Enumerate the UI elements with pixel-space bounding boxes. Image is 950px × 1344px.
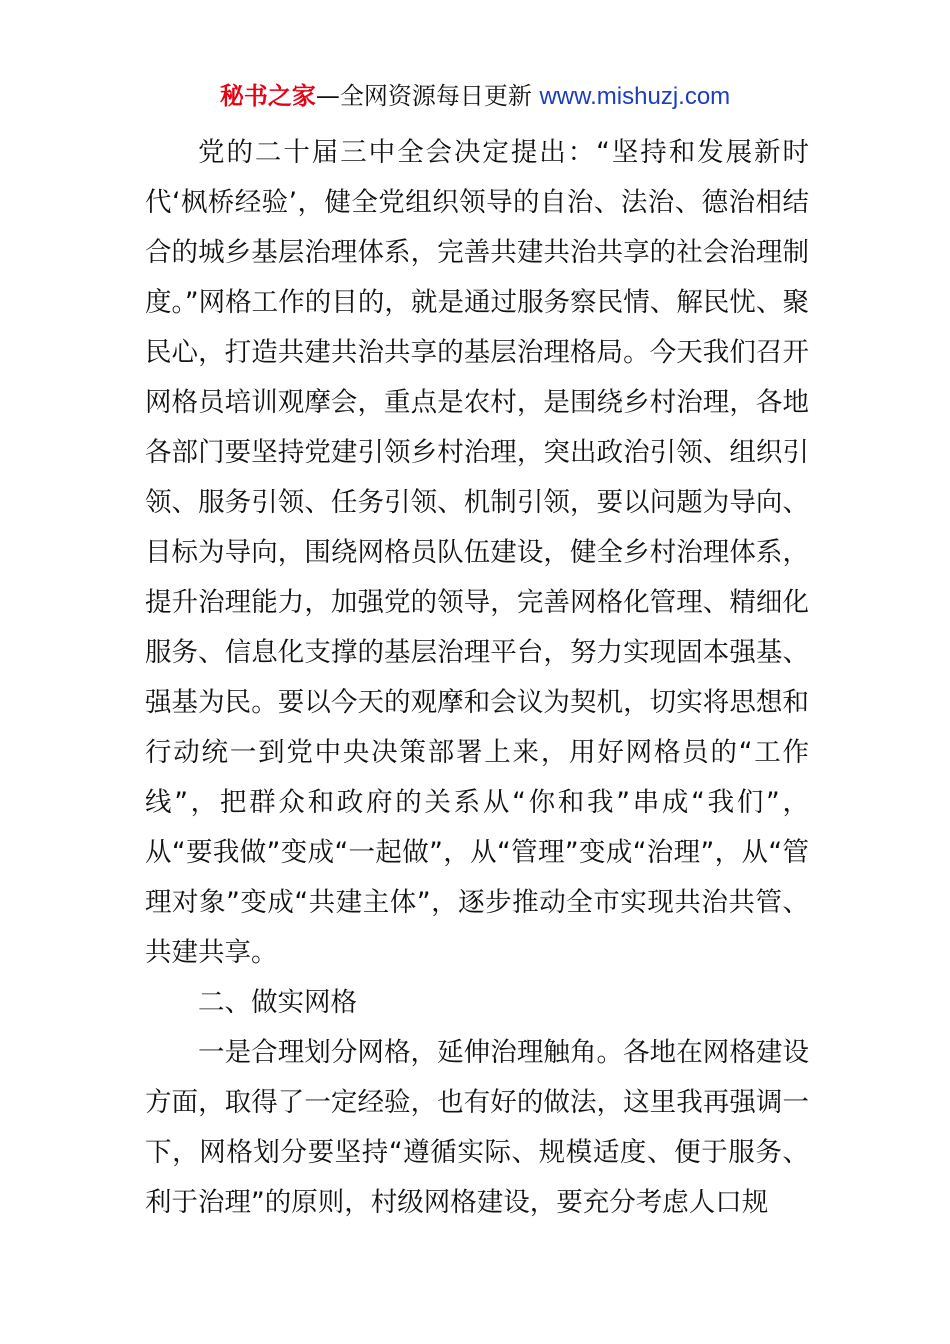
document-header — [0, 80, 950, 113]
section-heading: 二、做实网格 — [198, 987, 357, 1018]
header-tagline: —全网资源每日更新 — [315, 82, 532, 110]
document-body — [145, 128, 809, 1228]
body-paragraph: 一是合理划分网格，延伸治理触角。各地在网格建设方面，取得了一定经验，也有好的做法，这里我再强调一下，网格划分要坚持“遵循实际、规模适度、便于服务、利于治理”的原则，村级网格建设，要充分考虑人口规 — [145, 1037, 809, 1218]
site-url-link[interactable]: www.mishuzj.com — [539, 83, 731, 110]
brand-name: 秘书之家 — [219, 82, 316, 110]
body-paragraph: 党的二十届三中全会决定提出：“坚持和发展新时代‘枫桥经验’，健全党组织领导的自治、法治、德治相结合的城乡基层治理体系，完善共建共治共享的社会治理制度。”网格工作的目的，就是通过服务察民情、解民忧、聚民心，打造共建共治共享的基层治理格局。今天我们召开网格员培训观摩会，重点是农村，是围绕乡村治理，各地各部门要坚持党建引领乡村治理，突出政治引领、组织引领、服务引领、任务引领、机制引领，要以问题为导向、目标为导向，围绕网格员队伍建设，健全乡村治理体系，提升治理能力，加强党的领导，完善网格化管理、精细化服务、信息化支撑的基层治理平台，努力实现固本强基、强基为民。要以今天的观摩和会议为契机，切实将思想和行动统一到党中央决策部署上来，用好网格员的“工作线”，把群众和政府的关系从“你和我”串成“我们”，从“要我做”变成“一起做”，从“管理”变成“治理”，从“管理对象”变成“共建主体”，逐步推动全市实现共治共管、共建共享。 — [145, 137, 809, 968]
